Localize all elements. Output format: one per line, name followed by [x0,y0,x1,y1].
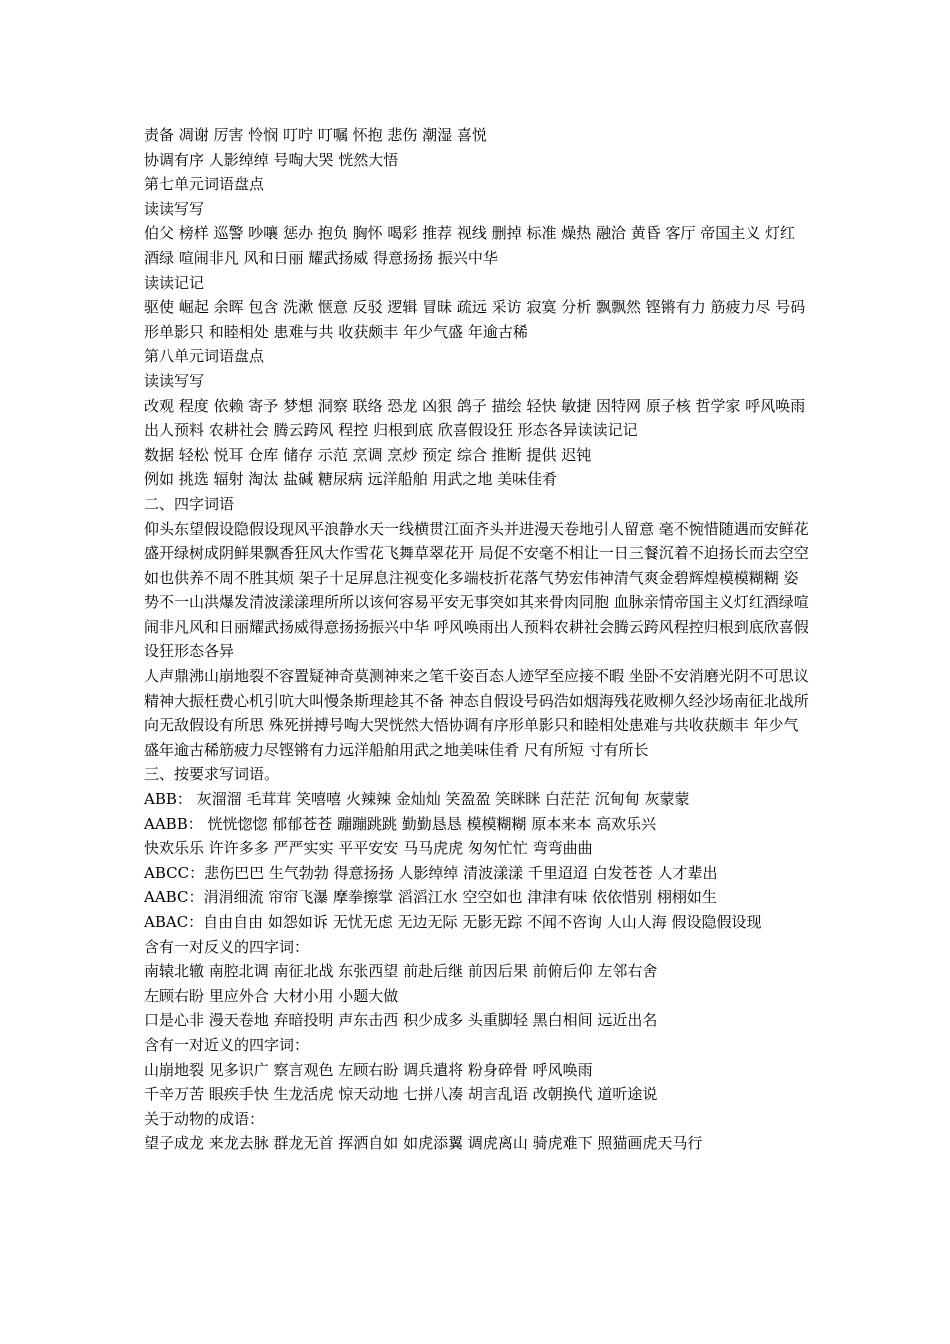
antonym-idioms-3: 口是心非 漫天卷地 弃暗投明 声东击西 积少成多 头重脚轻 黑白相间 远近出名 [144,1011,658,1030]
pattern-abcc: ABCC：悲伤巴巴 生气勃勃 得意扬扬 人影绰绰 清波漾漾 千里迢迢 白发苍苍 人才辈出 [144,863,718,882]
antonym-idioms-1: 南辕北辙 南腔北调 南征北战 东张西望 前赴后继 前因后果 前俯后仰 左邻右舍 [144,962,658,981]
pattern-abac: ABAC：自由自由 如怨如诉 无忧无虑 无边无际 无影无踪 不闻不咨询 人山人海 假设隐假设现 [144,913,762,931]
subheading-animal-idioms: 关于动物的成语： [144,1109,265,1128]
synonym-idioms-2: 千辛万苦 眼疾手快 生龙活虎 惊天动地 七拼八凑 胡言乱语 改朝换代 道听途说 [144,1085,658,1104]
section-heading-four-char: 二、四字词语 [144,494,235,513]
vocab-list-unit6-end: 责备 凋谢 厉害 怜悯 叮咛 叮嘱 怀抱 悲伤 潮湿 喜悦 [144,126,487,144]
section-heading-unit7: 第七单元词语盘点 [144,175,265,194]
pattern-abb: ABB： 灰溜溜 毛茸茸 笑嘻嘻 火辣辣 金灿灿 笑盈盈 笑眯眯 白茫茫 沉甸甸 灰蒙蒙 [144,790,690,809]
animal-idioms-1: 望子成龙 来龙去脉 群龙无首 挥洒自如 如虎添翼 调虎离山 骑虎难下 照猫画虎天马行 [144,1134,703,1153]
vocab-list-unit8-remember-2: 例如 挑选 辐射 淘汰 盐碱 糖尿病 远洋船舶 用武之地 美味佳肴 [144,470,558,489]
subheading-read-write: 读读写写 [144,199,205,218]
subheading-synonym-idioms: 含有一对近义的四字词： [144,1035,310,1054]
vocab-list-unit8-remember-1: 数据 轻松 悦耳 仓库 储存 示范 烹调 烹炒 预定 综合 推断 提供 迟钝 [144,445,592,464]
vocab-list-unit7-write: 伯父 榜样 巡警 吵嚷 惩办 抱负 胸怀 喝彩 推荐 视线 删掉 标准 燥热 融洽 黄昏 客厅 帝国主义 灯红酒绿 喧闹非凡 风和日丽 耀武扬威 得意扬扬 振兴中华 [144,224,796,267]
four-char-paragraph-1: 仰头东望假设隐假设现风平浪静水天一线横贯江面齐头并进漫天卷地引人留意 毫不惋惜随遇而安鲜花盛开绿树成阴鲜果飘香狂风大作雪花飞舞草翠花开 局促不安毫不相让一日三餐沉着不迫扬长而去空空如也供养不周不胜其烦 架子十足屏息注视变化多端枝折花落气势宏伟神清气爽金碧辉煌模模糊糊 姿势不一山洪爆发清波漾漾理所所以该何容易平安无事突如其来骨肉同胞 血脉亲情帝国主义灯红酒绿喧闹非凡风和日丽耀武扬威得意扬扬振兴中华 呼风唤雨出人预料农耕社会腾云跨风程控归根到底欣喜假设狂形态各异 [144,519,809,661]
document-body [144,123,810,1156]
synonym-idioms-1: 山崩地裂 见多识广 察言观色 左顾右盼 调兵遣将 粉身碎骨 呼风唤雨 [144,1060,593,1079]
pattern-aabc: AABC：涓涓细流 帘帘飞瀑 摩拳擦掌 滔滔江水 空空如也 津津有味 依依惜别 栩栩如生 [144,888,717,907]
subheading-read-remember: 读读记记 [144,273,205,292]
vocab-list-unit6-idioms: 协调有序 人影绰绰 号啕大哭 恍然大悟 [144,150,399,169]
pattern-aabb: AABB： 恍恍惚惚 郁郁苍苍 蹦蹦跳跳 勤勤恳恳 模模糊糊 原本来本 高欢乐兴 [144,814,657,833]
subheading-antonym-idioms: 含有一对反义的四字词： [144,937,310,956]
section-heading-write-words: 三、按要求写词语。 [144,765,280,784]
pattern-aabb-cont: 快欢乐乐 许许多多 严严实实 平平安安 马马虎虎 匆匆忙忙 弯弯曲曲 [144,839,593,858]
section-heading-unit8: 第八单元词语盘点 [144,347,265,366]
vocab-list-unit7-remember: 驱使 崛起 余晖 包含 洗漱 惬意 反驳 逻辑 冒昧 疏远 采访 寂寞 分析 飘飘然 铿锵有力 筋疲力尽 号码 形单影只 和睦相处 患难与共 收获颇丰 年少气盛 年逾古稀 [144,298,806,341]
four-char-paragraph-2: 人声鼎沸山崩地裂不容置疑神奇莫测神来之笔千姿百态人迹罕至应接不暇 坐卧不安消磨光阴不可思议精神大振枉费心机引吭大叫慢条斯理趁其不备 神态自假设号码浩如烟海残花败柳久经沙场南征北战所向无敌假设有所思 殊死拼搏号啕大哭恍然大悟协调有序形单影只和睦相处患难与共收获颇丰 年少气盛年逾古稀筋疲力尽铿锵有力远洋船舶用武之地美味佳肴 尺有所短 寸有所长 [144,667,809,759]
subheading-read-write: 读读写写 [144,371,205,390]
antonym-idioms-2: 左顾右盼 里应外合 大材小用 小题大做 [144,986,399,1005]
vocab-list-unit8-write: 改观 程度 依赖 寄予 梦想 洞察 联络 恐龙 凶狠 鸽子 描绘 轻快 敏捷 因特网 原子核 哲学家 呼风唤雨 出人预料 农耕社会 腾云跨风 程控 归根到底 欣喜假设狂 形态各异读读记记 [144,396,806,440]
